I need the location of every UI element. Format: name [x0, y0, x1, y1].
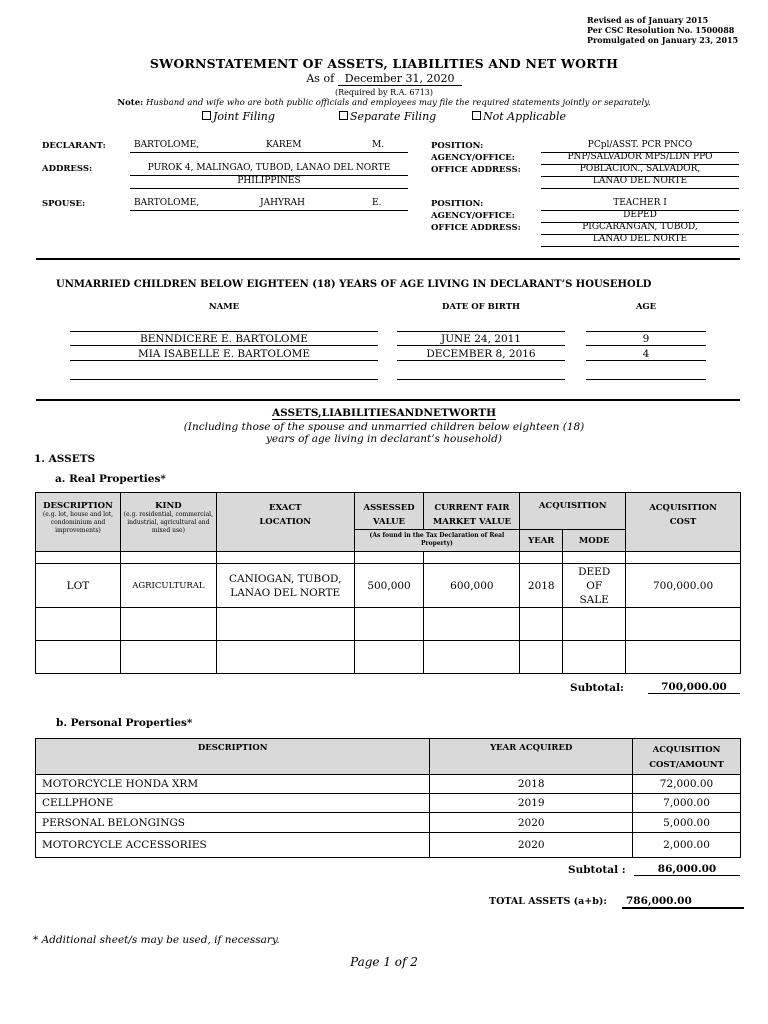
note-label: Note:: [117, 98, 144, 108]
personal-year: 2019: [430, 794, 633, 813]
personal-subtotal: 86,000.00: [634, 863, 740, 876]
children-col-name: NAME: [208, 302, 240, 312]
real-mode-1: DEED: [578, 565, 611, 578]
declarant-name-line: [130, 140, 408, 153]
children-top-rule: [70, 331, 378, 332]
col-personal-cost-2: COST/AMOUNT: [649, 760, 724, 770]
revision-line: Revised as of January 2015: [587, 15, 709, 25]
real-properties-label: a. Real Properties*: [55, 473, 166, 485]
personal-desc: MOTORCYCLE HONDA XRM: [36, 775, 430, 794]
col-year-acquired: YEAR ACQUIRED: [430, 739, 633, 775]
col-year: YEAR: [520, 530, 563, 552]
real-mode-3: SALE: [579, 593, 609, 606]
table-row: [36, 794, 741, 813]
real-mode-2: OF: [586, 579, 603, 592]
declarant-last-name: BARTOLOME,: [134, 140, 200, 150]
personal-cost: 72,000.00: [633, 775, 741, 794]
as-of-line: [0, 72, 768, 86]
address-line-1: PUROK 4, MALINGAO, TUBOD, LANAO DEL NORTE: [130, 163, 408, 176]
alnw-sub-1: (Including those of the spouse and unmarried children below eighteen (18): [183, 421, 585, 433]
col-fmv-label-2: MARKET VALUE: [432, 517, 511, 527]
col-description-label: DESCRIPTION: [43, 501, 113, 511]
declarant-agency-label: AGENCY/OFFICE:: [431, 153, 515, 163]
table-row: [36, 564, 741, 608]
declarant-position-label: POSITION:: [431, 141, 484, 151]
col-cost-label-2: COST: [669, 517, 697, 527]
col-assessed-label-1: ASSESSED: [363, 503, 415, 513]
option-joint-label: Joint Filing: [213, 110, 275, 123]
required-by: (Required by R.A. 6713): [334, 88, 434, 97]
col-personal-cost-1: ACQUISITION: [652, 745, 721, 755]
col-location: [216, 493, 354, 552]
real-subtotal-label: Subtotal:: [570, 682, 624, 694]
real-location-2: LANAO DEL NORTE: [230, 586, 341, 599]
personal-properties-table: [35, 738, 741, 858]
personal-cost: 2,000.00: [633, 833, 741, 858]
note-line: [0, 98, 768, 108]
real-cost: 700,000.00: [626, 564, 741, 608]
col-description-hint: (e.g. lot, house and lot, condominium and improvements): [42, 511, 114, 534]
table-row: [36, 833, 741, 858]
alnw-sub-2: years of age living in declarant’s household): [266, 433, 502, 445]
children-top-rule: [586, 331, 706, 332]
real-properties-table: [35, 492, 741, 674]
alnw-heading-text: ASSETS,LIABILITIESANDNETWORTH: [271, 407, 497, 419]
table-row: [36, 775, 741, 794]
col-location-label-2: LOCATION: [259, 517, 312, 527]
spouse-office-1: PIGCARANGAN, TUBOD,: [541, 222, 739, 235]
personal-desc: PERSONAL BELONGINGS: [36, 813, 430, 833]
col-description: [36, 493, 121, 552]
alnw-heading: [0, 407, 768, 419]
personal-desc: CELLPHONE: [36, 794, 430, 813]
real-assessed: 500,000: [354, 564, 424, 608]
spouse-middle-initial: E.: [372, 198, 382, 208]
children-top-rule: [397, 331, 565, 332]
spouse-last-name: BARTOLOME,: [134, 198, 200, 208]
option-not-applicable-label: Not Applicable: [483, 110, 567, 123]
real-desc: LOT: [36, 564, 121, 608]
option-joint[interactable]: [202, 110, 275, 123]
declarant-first-name: KAREM: [266, 140, 302, 150]
personal-desc: MOTORCYCLE ACCESSORIES: [36, 833, 430, 858]
revision-note: [587, 15, 757, 45]
children-blank-rule: [397, 379, 565, 380]
table-row: [36, 608, 741, 641]
col-personal-cost: [633, 739, 741, 775]
spouse-name-line: [130, 198, 408, 211]
personal-cost: 7,000.00: [633, 794, 741, 813]
child-dob: DECEMBER 8, 2016: [397, 348, 565, 361]
total-assets-label: TOTAL ASSETS (a+b):: [489, 896, 607, 907]
spouse-position-label: POSITION:: [431, 199, 484, 209]
real-kind: AGRICULTURAL: [120, 564, 216, 608]
children-col-dob: DATE OF BIRTH: [441, 302, 521, 312]
col-fmv-label-1: CURRENT FAIR: [434, 503, 510, 513]
spouse-position: TEACHER I: [541, 198, 739, 211]
table-row: [36, 813, 741, 833]
page-number: Page 1 of 2: [350, 955, 418, 969]
declarant-agency: PNP/SALVADOR MPS/LDN PPO: [541, 152, 739, 165]
address-label: ADDRESS:: [42, 164, 93, 174]
section-divider: [36, 399, 740, 401]
declarant-middle-initial: M.: [372, 140, 385, 150]
real-subtotal: 700,000.00: [648, 681, 740, 694]
spouse-office-label: OFFICE ADDRESS:: [431, 223, 521, 233]
personal-year: 2020: [430, 813, 633, 833]
section-divider: [36, 258, 740, 260]
total-assets: 786,000.00: [622, 895, 744, 909]
col-acquisition: ACQUISITION: [520, 493, 626, 530]
col-cost-label-1: ACQUISITION: [649, 503, 717, 513]
children-blank-rule: [70, 379, 378, 380]
assets-label: 1. ASSETS: [34, 453, 96, 465]
table-row: [36, 641, 741, 674]
resolution-line: Per CSC Resolution No. 1500088: [587, 25, 735, 35]
real-location: [216, 564, 354, 608]
as-of-date: December 31, 2020: [338, 72, 462, 86]
option-separate[interactable]: [339, 110, 436, 123]
as-of-label: As of: [306, 72, 335, 85]
real-year: 2018: [520, 564, 563, 608]
col-assessed: [354, 493, 424, 530]
col-assessed-label-2: VALUE: [373, 517, 405, 527]
children-blank-rule: [586, 379, 706, 380]
spouse-agency: DEPED: [541, 210, 739, 223]
col-cost: [626, 493, 741, 552]
real-location-1: CANIOGAN, TUBOD,: [228, 572, 342, 585]
address-line-2: PHILIPPINES: [130, 176, 408, 189]
option-not-applicable[interactable]: [472, 110, 566, 123]
col-fmv: [424, 493, 520, 530]
personal-subtotal-label: Subtotal :: [568, 864, 626, 876]
declarant-office-label: OFFICE ADDRESS:: [431, 165, 521, 175]
col-mode: MODE: [563, 530, 626, 552]
children-heading: UNMARRIED CHILDREN BELOW EIGHTEEN (18) YEARS OF AGE LIVING IN DECLARANT’S HOUSEHOLD: [56, 279, 652, 290]
child-age: 4: [586, 348, 706, 361]
child-dob: JUNE 24, 2011: [397, 333, 565, 346]
col-location-label-1: EXACT: [268, 503, 302, 513]
checkbox-icon[interactable]: [472, 111, 481, 120]
real-fmv: 600,000: [424, 564, 520, 608]
note-text: Husband and wife who are both public officials and employees may file the required statements jointly or separately.: [145, 98, 651, 108]
personal-year: 2020: [430, 833, 633, 858]
col-kind-label: KIND: [155, 501, 182, 511]
footnote: * Additional sheet/s may be used, if necessary.: [33, 934, 280, 946]
checkbox-icon[interactable]: [339, 111, 348, 120]
declarant-position: PCpl/ASST. PCR PNCO: [541, 140, 739, 153]
page-title: SWORNSTATEMENT OF ASSETS, LIABILITIES AND NET WORTH: [149, 56, 619, 71]
spouse-agency-label: AGENCY/OFFICE:: [431, 211, 515, 221]
spouse-first-name: JAHYRAH: [260, 198, 306, 208]
col-kind-hint: (e.g. residential, commercial, industrial, agricultural and mixed use): [123, 511, 213, 534]
declarant-label: DECLARANT:: [42, 141, 106, 151]
tax-declaration-note: (As found in the Tax Declaration of Real Property): [354, 530, 520, 552]
children-col-age: AGE: [635, 302, 657, 312]
option-separate-label: Separate Filing: [350, 110, 437, 123]
child-name: MIA ISABELLE E. BARTOLOME: [70, 348, 378, 361]
col-kind: [120, 493, 216, 552]
col-personal-description: DESCRIPTION: [36, 739, 430, 775]
child-name: BENNDICERE E. BARTOLOME: [70, 333, 378, 346]
spouse-label: SPOUSE:: [42, 199, 86, 209]
checkbox-icon[interactable]: [202, 111, 211, 120]
child-age: 9: [586, 333, 706, 346]
personal-cost: 5,000.00: [633, 813, 741, 833]
declarant-office-2: LANAO DEL NORTE: [541, 176, 739, 189]
declarant-office-1: POBLACION., SALVADOR,: [541, 164, 739, 177]
personal-properties-label: b. Personal Properties*: [56, 717, 193, 729]
real-mode: [563, 564, 626, 608]
personal-year: 2018: [430, 775, 633, 794]
spouse-office-2: LANAO DEL NORTE: [541, 234, 739, 247]
promulgation-line: Promulgated on January 23, 2015: [587, 35, 739, 45]
